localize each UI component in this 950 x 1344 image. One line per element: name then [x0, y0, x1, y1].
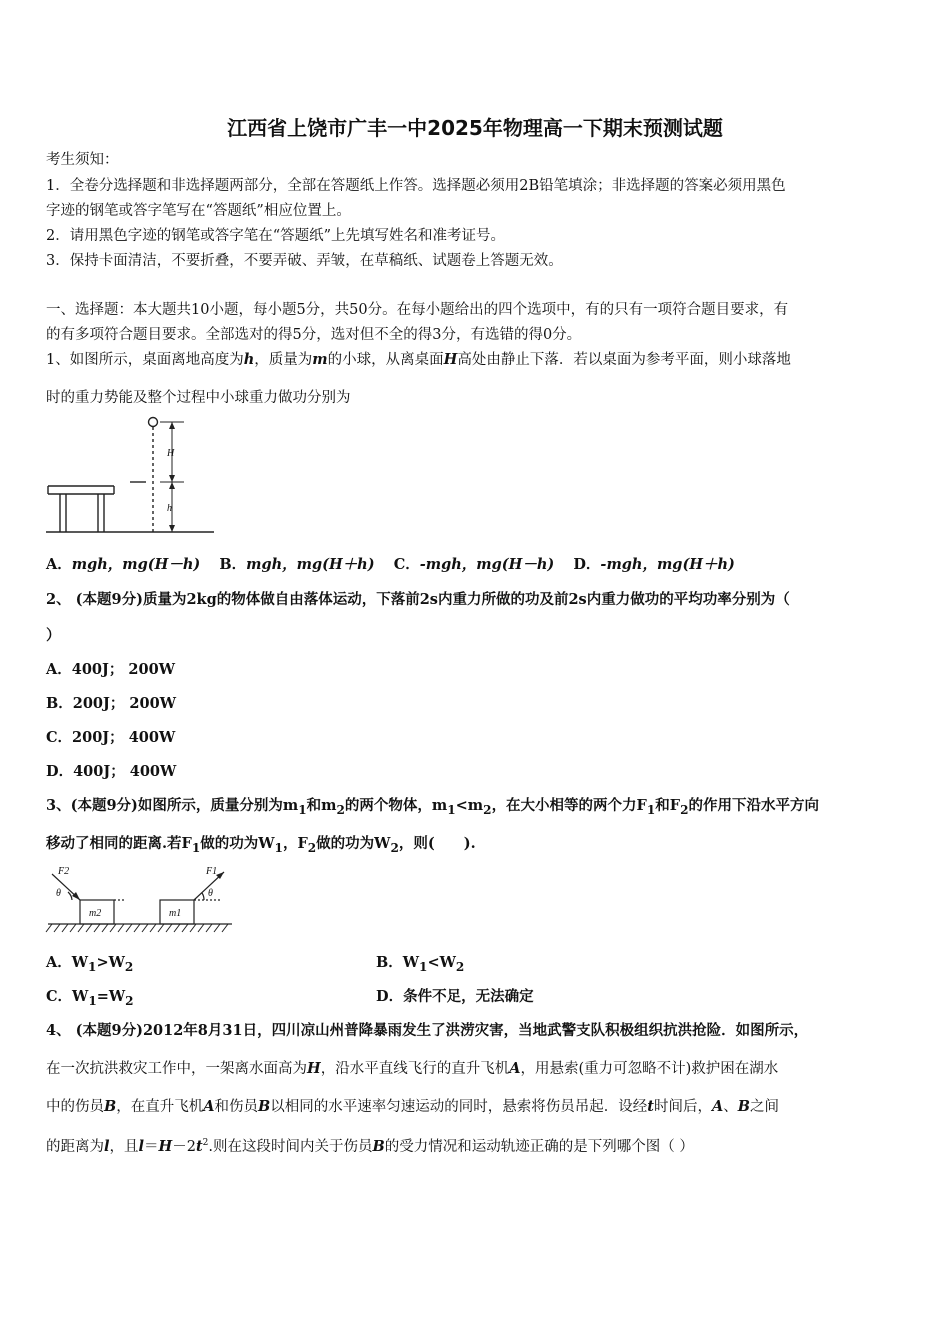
page-title: 江西省上饶市广丰一中2025年物理高一下期末预测试题: [227, 116, 723, 140]
q3-stem-line-1: 3、(本题9分)如图所示，质量分别为$m_1$和$m_2$的两个物体，$m_1<m_2$，在大小相等的两个力$F_1$和$F_2$的作用下沿水平方向: [46, 797, 819, 817]
q3-figure: [44, 862, 236, 936]
q4-stem-line-3: 中的伤员B，在直升飞机A和伤员B以相同的水平速率匀速运动的同时，悬索将伤员吊起．设经t时间后，A、B之间: [46, 1098, 780, 1115]
q4-stem-line-1: 4、 (本题9分)2012年8月31日，四川凉山州普降暴雨发生了洪涝灾害，当地武警支队积极组织抗洪抢险．如图所示，: [46, 1022, 809, 1039]
notice-line-4: 3．保持卡面清洁，不要折叠，不要弄破、弄皱，在草稿纸、试题卷上答题无效。: [46, 253, 563, 269]
q2-option-c: C．200J； 400W: [46, 729, 176, 746]
q2-option-b: B．200J； 200W: [46, 695, 176, 712]
q1-options: A．mgh，mg(H－h) B．mgh，mg(H＋h) C．-mgh，mg(H－h) D．-mgh，mg(H＋h): [46, 556, 735, 573]
q3-figure-label-F1: F1: [206, 866, 218, 877]
q3-option-d: D．条件不足，无法确定: [376, 988, 534, 1005]
q1-figure: [44, 414, 216, 536]
q3-figure-label-F2: F2: [58, 866, 70, 877]
notice-line-2: 字迹的钢笔或答字笔写在“答题纸”相应位置上。: [46, 203, 351, 219]
q3-figure-theta-left: θ: [56, 888, 61, 899]
q3-stem-line-2: 移动了相同的距离.若$F_1$做的功为$W_1$，$F_2$做的功为$W_2$，则( ).: [46, 835, 476, 855]
q3-figure-label-m2: m2: [89, 908, 102, 919]
q2-option-a: A．400J； 200W: [46, 661, 175, 678]
q3-figure-label-m1: m1: [169, 908, 182, 919]
q1-figure-label-h: h: [167, 503, 172, 514]
q2-stem-line-2: ）: [46, 627, 61, 644]
q2-stem-line-1: 2、 (本题9分)质量为2kg的物体做自由落体运动，下落前2s内重力所做的功及前2s内重力做功的平均功率分别为（: [46, 591, 790, 608]
section1-line-2: 的有多项符合题目要求。全部选对的得5分，选对但不全的得3分，有选错的得0分。: [46, 327, 582, 343]
q4-stem-line-2: 在一次抗洪救灾工作中，一架离水面高为H，沿水平直线飞行的直升飞机A，用悬索(重力可忽略不计)救护困在湖水: [46, 1060, 779, 1077]
notice-line-3: 2．请用黑色字迹的钢笔或答字笔在“答题纸”上先填写姓名和准考证号。: [46, 228, 506, 244]
section1-line-1: 一、选择题：本大题共10小题，每小题5分，共50分。在每小题给出的四个选项中，有的只有一项符合题目要求，有: [46, 302, 789, 318]
notice-heading: 考生须知：: [46, 152, 119, 168]
q3-option-a: A．$W_1>W_2$: [46, 954, 134, 974]
q3-figure-theta-right: θ: [208, 888, 213, 899]
q3-option-c: C．$W_1=W_2$: [46, 988, 134, 1008]
q4-stem-line-4: 的距离为l，且$l=H-2t^2$.则在这段时间内关于伤员B的受力情况和运动轨迹正确的是下列哪个图（ ）: [46, 1137, 694, 1155]
q3-option-b: B．$W_1<W_2$: [376, 954, 465, 974]
q1-stem-line-2: 时的重力势能及整个过程中小球重力做功分别为: [46, 390, 351, 406]
q1-stem-line-1: 1、如图所示，桌面离地高度为h，质量为m的小球，从离桌面H高处由静止下落．若以桌面为参考平面，则小球落地: [46, 351, 791, 368]
q2-option-d: D．400J； 400W: [46, 763, 177, 780]
notice-line-1: 1．全卷分选择题和非选择题两部分，全部在答题纸上作答。选择题必须用2B铅笔填涂；非选择题的答案必须用黑色: [46, 178, 786, 194]
q1-figure-label-H: H: [167, 448, 175, 459]
